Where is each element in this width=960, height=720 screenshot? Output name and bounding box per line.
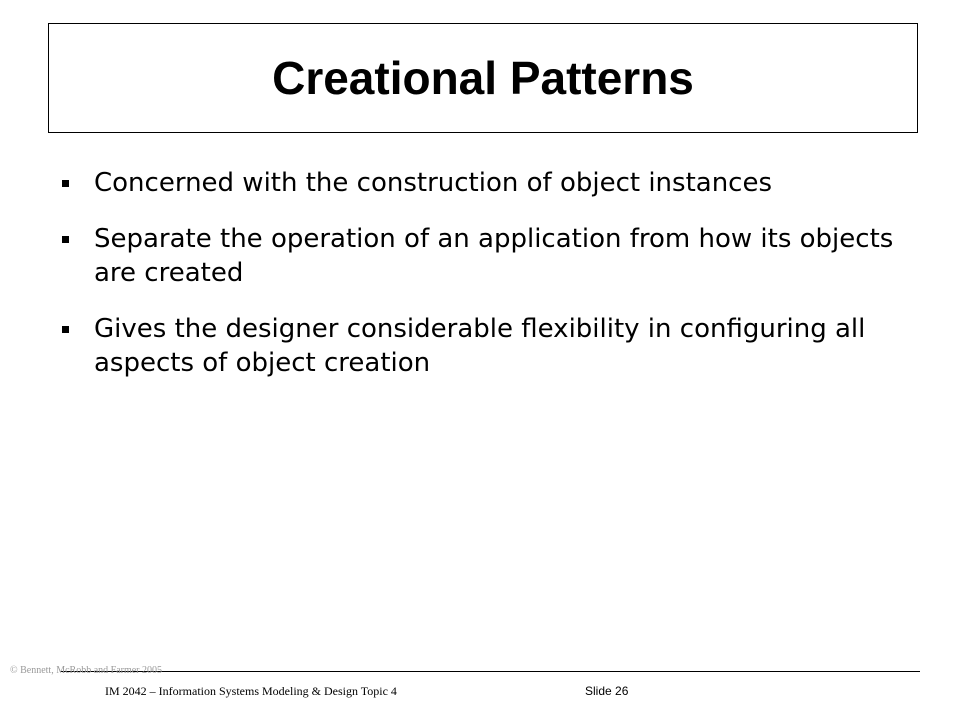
- bullet-item: [60, 222, 920, 290]
- slide-number: Slide 26: [585, 684, 629, 698]
- footer-divider: [60, 671, 920, 672]
- bullet-list: [60, 166, 920, 402]
- bullet-text: Separate the operation of an application from how its objects are created: [94, 224, 894, 288]
- title-box: [48, 23, 918, 133]
- bullet-text: Concerned with the construction of object instances: [94, 168, 773, 198]
- bullet-text: Gives the designer considerable flexibility in configuring all aspects of object creation: [94, 314, 866, 378]
- course-label: IM 2042 – Information Systems Modeling & Design Topic 4: [105, 684, 397, 698]
- square-bullet-icon: [62, 180, 69, 187]
- copyright-text: © Bennett, McRobb and Farmer 2005: [10, 665, 163, 676]
- square-bullet-icon: [62, 326, 69, 333]
- slide-title: Creational Patterns: [272, 52, 694, 104]
- bullet-item: [60, 312, 920, 380]
- square-bullet-icon: [62, 236, 69, 243]
- bullet-item: [60, 166, 920, 200]
